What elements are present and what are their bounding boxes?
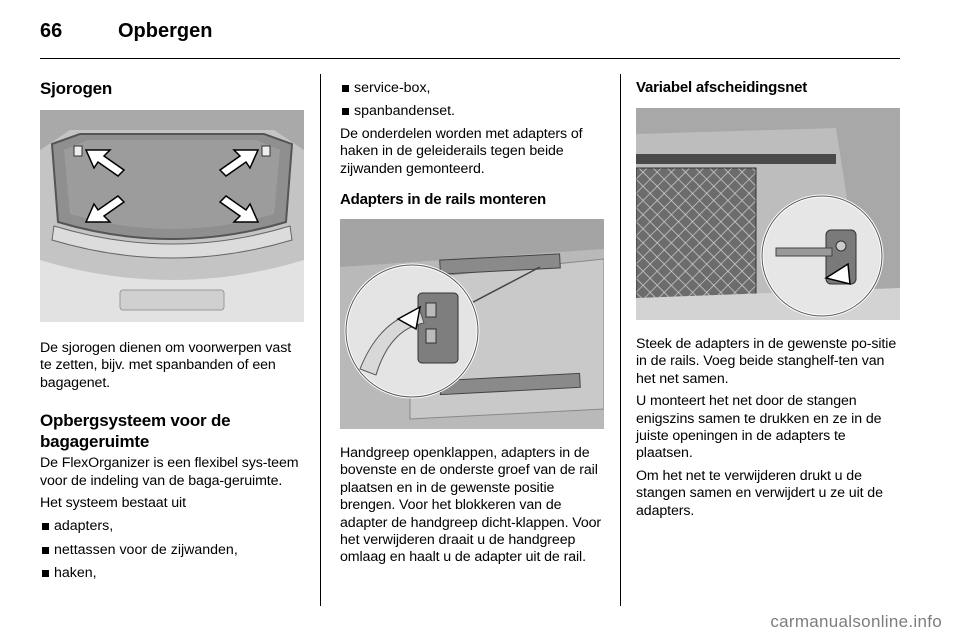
list-item: spanbandenset. bbox=[340, 103, 604, 120]
list-item: service-box, bbox=[340, 80, 604, 97]
section-heading-storage-system: Opbergsysteem voor de bagageruimte bbox=[40, 411, 231, 452]
column-divider-1 bbox=[320, 74, 321, 606]
lashing-eyes-illustration bbox=[40, 110, 304, 322]
list-item: nettassen voor de zijwanden, bbox=[40, 542, 304, 559]
adapter-rail-illustration bbox=[340, 219, 604, 429]
page-number: 66 bbox=[40, 20, 63, 42]
column-2 bbox=[340, 74, 604, 567]
figure-lashing-eyes bbox=[40, 110, 304, 322]
paragraph-insert-adapters: Steek de adapters in de gewenste po-sitie in de rails. Voeg beide stanghelf-ten van het net samen. bbox=[636, 336, 897, 387]
header-divider bbox=[40, 58, 900, 59]
column-1 bbox=[40, 74, 304, 583]
paragraph-handle-instructions: Handgreep openklappen, adapters in de bovenste en de onderste groef van de rail plaatsen en in de gewenste positie brengen. Voor het blokkeren van de adapter de handgreep dicht-klappen. Voor het verwijderen draait u de handgreep omlaag en haalt u de adapter uit de rail. bbox=[340, 445, 602, 566]
paragraph-components-mounted: De onderdelen worden met adapters of haken in de geleiderails tegen beide zijwanden gemonteerd. bbox=[340, 125, 583, 177]
paragraph-system-consists: Het systeem bestaat uit bbox=[40, 495, 186, 512]
figure-adapter-rail bbox=[340, 219, 604, 429]
page-header bbox=[40, 20, 212, 46]
partition-net-illustration bbox=[636, 108, 900, 320]
watermark: carmanualsonline.info bbox=[770, 612, 942, 631]
paragraph-flexorganizer: De FlexOrganizer is een flexibel sys-teem voor de indeling van de baga-geruimte. bbox=[40, 455, 299, 489]
page-title: Opbergen bbox=[118, 20, 213, 42]
paragraph-mount-net: U monteert het net door de stangen enigszins samen te drukken en ze in de juiste openingen in de adapters te plaatsen. bbox=[636, 393, 882, 462]
list-item: haken, bbox=[40, 565, 304, 582]
figure-partition-net bbox=[636, 108, 900, 320]
paragraph-lashing-eyes: De sjorogen dienen om voorwerpen vast te zetten, bijv. met spanbanden of een bagagenet. bbox=[40, 340, 292, 391]
paragraph-remove-net: Om het net te verwijderen drukt u de stangen samen en verwijdert u ze uit de adapters. bbox=[636, 467, 883, 519]
section-heading-mount-adapters: Adapters in de rails monteren bbox=[340, 191, 546, 209]
column-divider-2 bbox=[620, 74, 621, 606]
section-heading-sjorogen: Sjorogen bbox=[40, 79, 113, 98]
column-3 bbox=[636, 74, 902, 520]
list-item: adapters, bbox=[40, 518, 304, 535]
section-heading-partition-net: Variabel afscheidingsnet bbox=[636, 79, 808, 96]
